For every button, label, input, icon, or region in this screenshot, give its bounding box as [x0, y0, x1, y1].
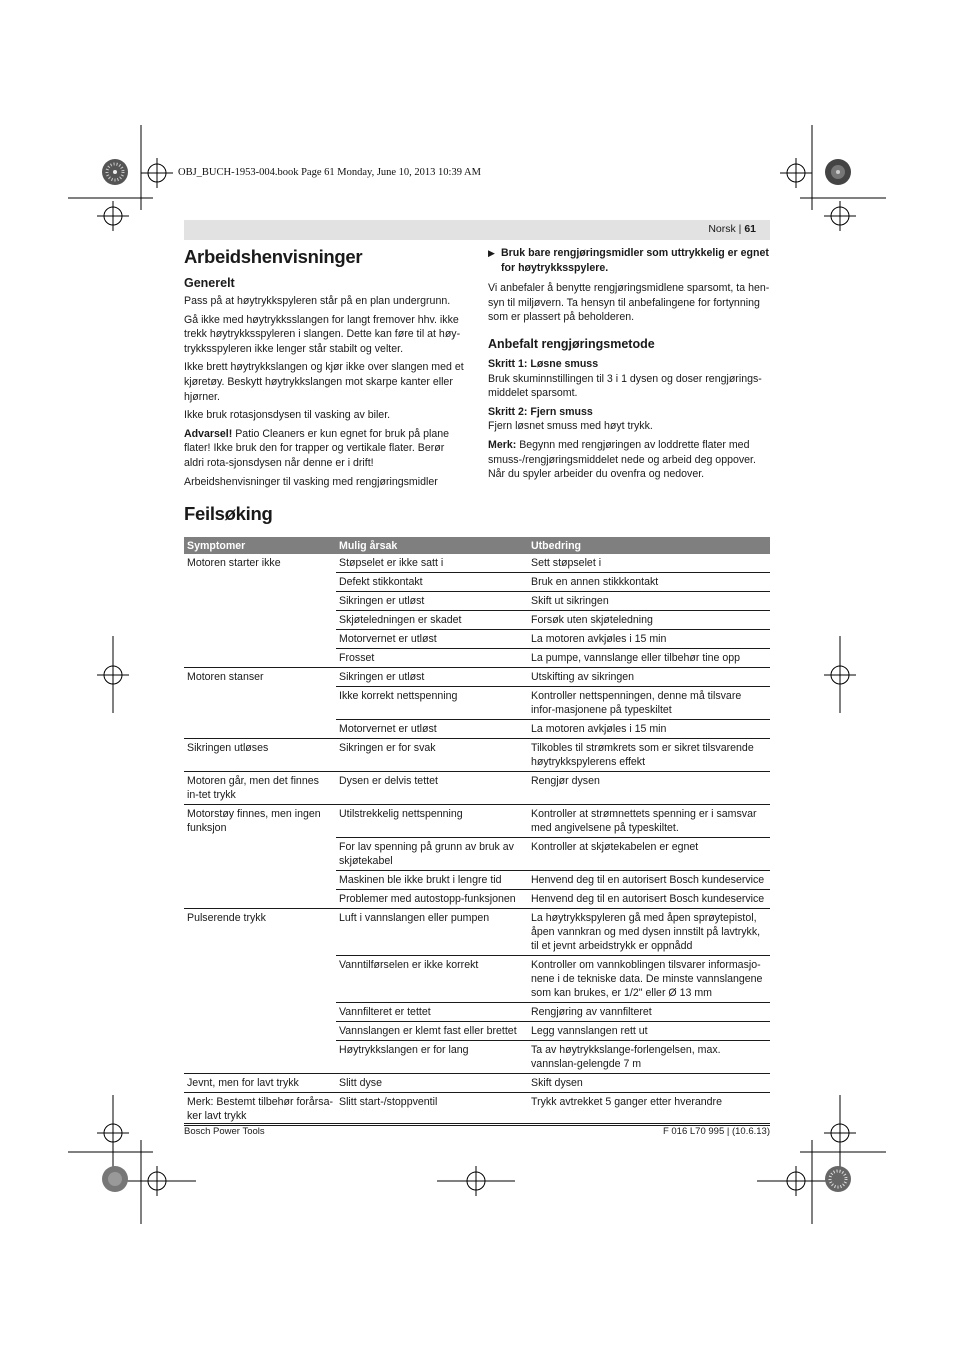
remedy-cell: Sett støpselet i [528, 554, 770, 573]
cause-cell: Sikringen er for svak [336, 739, 528, 772]
table-row [184, 909, 770, 956]
table-row [184, 772, 770, 805]
cause-cell: Frosset [336, 649, 528, 668]
step1-title: Skritt 1: Løsne smuss [488, 357, 599, 370]
cause-cell: Problemer med autostopp-funksjonen [336, 890, 528, 909]
remedy-cell: Kontroller at strømnettets spenning er i samsvar med angivelsene på typeskiltet. [528, 805, 770, 838]
column-header-cause: Mulig årsak [336, 537, 528, 554]
remedy-cell: Forsøk uten skjøteledning [528, 611, 770, 630]
note-label: Merk: [488, 438, 517, 451]
table-body [184, 554, 770, 1126]
cause-cell: Sikringen er utløst [336, 668, 528, 687]
step1-text: Bruk skuminnstillingen til 3 i 1 dysen og doser rengjørings-middelet sparsomt. [488, 372, 762, 400]
remedy-cell: La motoren avkjøles i 15 min [528, 720, 770, 739]
page-number: 61 [744, 223, 756, 235]
cause-cell: Motorvernet er utløst [336, 630, 528, 649]
remedy-cell: Tilkobles til strømkrets som er sikret tilsvarende høytrykkspylerens effekt [528, 739, 770, 772]
cause-cell: Skjøteledningen er skadet [336, 611, 528, 630]
column-header-symptoms: Symptomer [184, 537, 336, 554]
step2-title: Skritt 2: Fjern smuss [488, 405, 593, 418]
bullet-item [488, 246, 770, 275]
cause-cell: Sikringen er utløst [336, 592, 528, 611]
footer-brand: Bosch Power Tools [184, 1126, 265, 1137]
remedy-cell: Utskifting av sikringen [528, 668, 770, 687]
running-header [184, 220, 770, 240]
troubleshooting-table [184, 537, 770, 1126]
column-header-remedy: Utbedring [528, 537, 770, 554]
symptom-cell: Motorstøy finnes, men ingen funksjon [184, 805, 336, 909]
cause-cell: Luft i vannslangen eller pumpen [336, 909, 528, 956]
paragraph: Gå ikke med høytrykksslangen for langt fremover hhv. ikke trekk høytrykksspyleren i slangen. Dette kan føre til at høy-trykksspyleren ikke lenger står stabilt og velter. [184, 313, 461, 355]
remedy-cell: Bruk en annen stikkkontakt [528, 573, 770, 592]
cause-cell: For lav spenning på grunn av bruk av skjøtekabel [336, 838, 528, 871]
warning-paragraph [184, 427, 466, 471]
cause-cell: Defekt stikkontakt [336, 573, 528, 592]
remedy-cell: Kontroller om vannkoblingen tilsvarer informasjo-nene i de tekniske data. De minste vannslangene som kan brukes, er 1/2" eller Ø 13 mm [528, 956, 770, 1003]
remedy-cell: Henvend deg til en autorisert Bosch kundeservice [528, 890, 770, 909]
cause-cell: Maskinen ble ikke brukt i lengre tid [336, 871, 528, 890]
right-column [488, 246, 770, 486]
cause-cell: Dysen er delvis tettet [336, 772, 528, 805]
remedy-cell: Ta av høytrykkslange-forlengelsen, max. vannslan-gelengde 7 m [528, 1041, 770, 1074]
section-title-working: Arbeidshenvisninger [184, 246, 363, 267]
remedy-cell: Rengjøring av vannfilteret [528, 1003, 770, 1022]
intro-paragraph: Vi anbefaler å benytte rengjøringsmidlene sparsomt, ta hen-syn til miljøvern. Ta hensyn til anbefalingene for fortynning som er plassert på beholderen. [488, 282, 770, 324]
warning-label: Advarsel! [184, 427, 233, 440]
paragraph: Arbeidshenvisninger til vasking med rengjøringsmidler [184, 475, 438, 488]
section-title-troubleshooting: Feilsøking [184, 503, 273, 524]
symptom-cell: Motoren går, men det finnes in-tet trykk [184, 772, 336, 805]
table-row [184, 739, 770, 772]
table-row [184, 805, 770, 838]
cause-cell: Høytrykkslangen er for lang [336, 1041, 528, 1074]
bullet-text: Bruk bare rengjøringsmidler som uttrykkelig er egnet for høytrykksspylere. [501, 247, 769, 274]
header-language: Norsk [708, 223, 736, 235]
symptom-cell: Motoren stanser [184, 668, 336, 739]
table-header-row [184, 537, 770, 554]
symptom-cell: Motoren starter ikke [184, 554, 336, 668]
triangle-bullet-icon: ▶ [488, 248, 495, 258]
cause-cell: Støpselet er ikke satt i [336, 554, 528, 573]
table-row [184, 668, 770, 687]
remedy-cell: Kontroller nettspenningen, denne må tilsvare infor-masjonene på typeskiltet [528, 687, 770, 720]
paragraph: Pass på at høytrykkspyleren står på en plan undergrunn. [184, 295, 451, 307]
cause-cell: Utilstrekkelig nettspenning [336, 805, 528, 838]
footer-rule [184, 1123, 770, 1124]
left-column [184, 246, 466, 493]
remedy-cell: Skift dysen [528, 1074, 770, 1093]
table-row [184, 1093, 770, 1126]
note-paragraph [488, 438, 770, 482]
symptom-cell: Merk: Bestemt tilbehør forårsa-ker lavt trykk [184, 1093, 336, 1126]
remedy-cell: La pumpe, vannslange eller tilbehør tine opp [528, 649, 770, 668]
remedy-cell: La motoren avkjøles i 15 min [528, 630, 770, 649]
remedy-cell: Kontroller at skjøtekabelen er egnet [528, 838, 770, 871]
cause-cell: Motorvernet er utløst [336, 720, 528, 739]
symptom-cell: Pulserende trykk [184, 909, 336, 1074]
cause-cell: Slitt start-/stoppventil [336, 1093, 528, 1126]
cause-cell: Vannslangen er klemt fast eller brettet [336, 1022, 528, 1041]
cause-cell: Ikke korrekt nettspenning [336, 687, 528, 720]
symptom-cell: Jevnt, men for lavt trykk [184, 1074, 336, 1093]
table-row [184, 1074, 770, 1093]
method-title: Anbefalt rengjøringsmetode [488, 336, 655, 351]
remedy-cell: La høytrykkspyleren gå med åpen sprøytepistol, åpen vannkran og med dysen innstilt på lavtrykk, til et jevnt arbeidstrykk er oppnådd [528, 909, 770, 956]
remedy-cell: Rengjør dysen [528, 772, 770, 805]
cause-cell: Vannfilteret er tettet [336, 1003, 528, 1022]
printer-slug: OBJ_BUCH-1953-004.book Page 61 Monday, June 10, 2013 10:39 AM [178, 167, 481, 178]
paragraph: Ikke bruk rotasjonsdysen til vasking av biler. [184, 409, 391, 422]
symptom-cell: Sikringen utløses [184, 739, 336, 772]
note-text: Begynn med rengjøringen av loddrette flater med smuss-/rengjøringsmiddelet nede og arbeid deg oppover. Når du spyler arbeider du ovenfra og nedover. [488, 438, 756, 481]
remedy-cell: Skift ut sikringen [528, 592, 770, 611]
subtitle-general: Generelt [184, 276, 235, 290]
warning-text: Patio Cleaners er kun egnet for bruk på plane flater! Ikke bruk den for trapper og vertikale flater. Berør aldri rota-sjonsdysen når denne er i drift! [184, 427, 450, 469]
remedy-cell: Legg vannslangen rett ut [528, 1022, 770, 1041]
footer-docnumber: F 016 L70 995 | (10.6.13) [662, 1126, 770, 1137]
table-row [184, 554, 770, 573]
remedy-cell: Trykk avtrekket 5 ganger etter hverandre [528, 1093, 770, 1126]
paragraph: Ikke brett høytrykkslangen og kjør ikke over slangen med et kjøretøy. Beskytt høytrykkslangen mot skarpe kanter eller hjørner. [184, 361, 464, 403]
cause-cell: Vanntilførselen er ikke korrekt [336, 956, 528, 1003]
header-language-page: Norsk | 61 [708, 223, 756, 235]
cause-cell: Slitt dyse [336, 1074, 528, 1093]
remedy-cell: Henvend deg til en autorisert Bosch kundeservice [528, 871, 770, 890]
step2-text: Fjern løsnet smuss med høyt trykk. [488, 420, 653, 433]
